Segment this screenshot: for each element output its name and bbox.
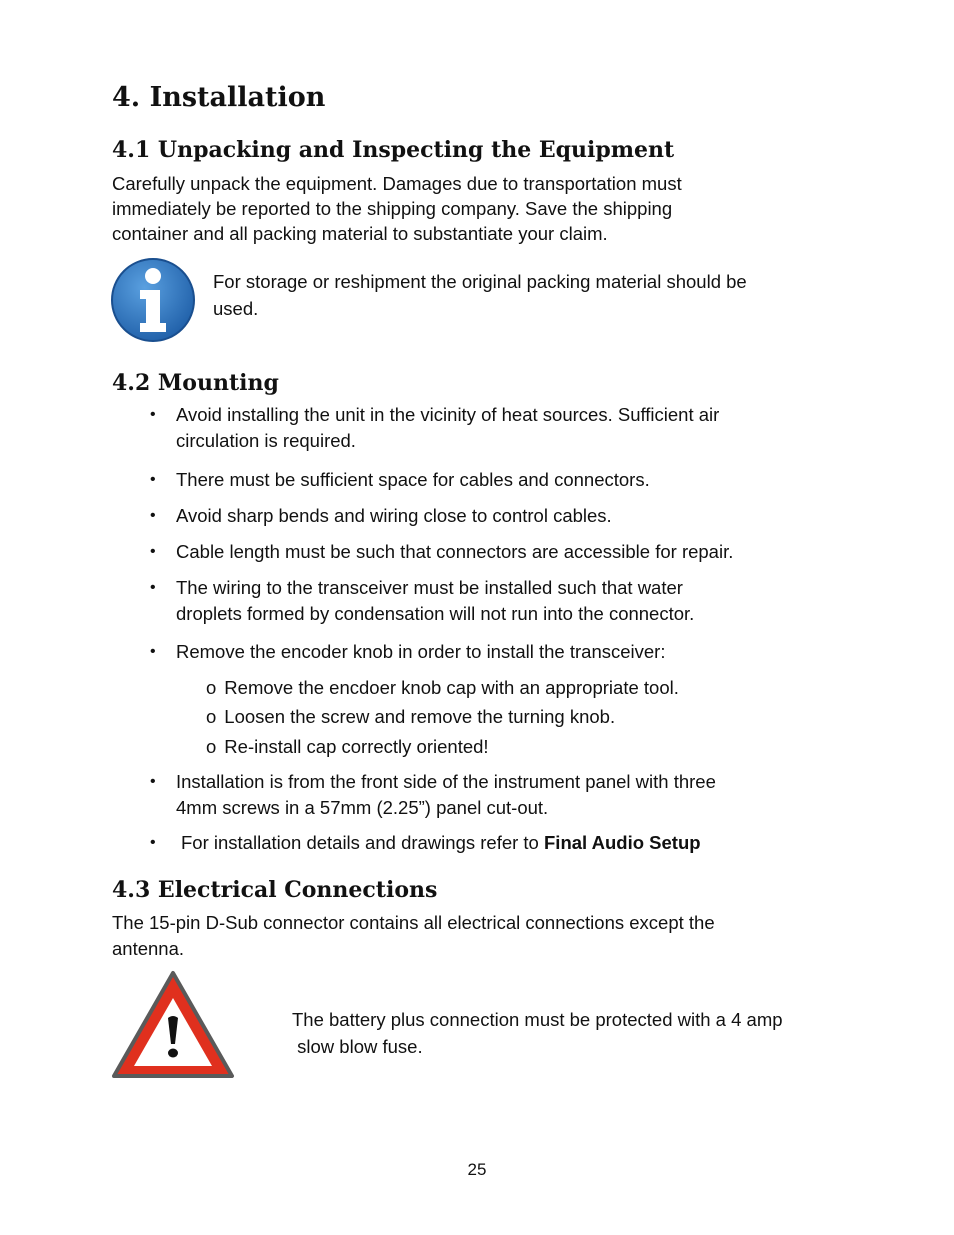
- list-item-text: The wiring to the transceiver must be installed such that water droplets formed by condensation will not run into the connector.: [176, 577, 695, 624]
- bullet-dot: •: [150, 543, 156, 560]
- warning-note-line-1: The battery plus connection must be protected with a 4 amp: [292, 1009, 783, 1030]
- unpacking-line-2: immediately be reported to the shipping company. Save the shipping: [112, 198, 673, 219]
- list-item-text: Remove the encoder knob in order to install the transceiver:: [176, 641, 666, 662]
- list-item-text: [181, 830, 811, 856]
- list-item-text: Avoid installing the unit in the vicinity of heat sources. Sufficient air circulation is required.: [176, 404, 720, 451]
- page-number: 25: [467, 1160, 487, 1179]
- sub-list-item: [206, 675, 679, 701]
- list-item-text: Installation is from the front side of the instrument panel with three 4mm screws in a 57mm (2.25”) panel cut-out.: [176, 771, 716, 818]
- warning-icon: [109, 968, 237, 1082]
- list-item-text: Cable length must be such that connectors are accessible for repair.: [176, 541, 734, 562]
- sub-marker: o: [206, 736, 217, 757]
- bullet-dot: •: [150, 773, 156, 790]
- sub-list-item: [206, 704, 615, 730]
- reference-text: For installation details and drawings refer to: [181, 832, 539, 853]
- list-item-text: There must be sufficient space for cables and connectors.: [176, 469, 650, 490]
- sub-list-item: [206, 734, 489, 760]
- info-note-line-1: For storage or reshipment the original packing material should be: [213, 271, 747, 292]
- page-title: 4. Installation: [112, 82, 326, 113]
- reference-link-final-audio-setup: Final Audio Setup: [544, 832, 701, 853]
- list-item-text: Avoid sharp bends and wiring close to control cables.: [176, 505, 612, 526]
- bullet-dot: •: [150, 643, 156, 660]
- bullet-dot: •: [150, 406, 156, 423]
- sub-marker: o: [206, 677, 217, 698]
- electrical-line-1: The 15-pin D-Sub connector contains all electrical connections except the: [112, 912, 715, 933]
- bullet-dot: •: [150, 471, 156, 488]
- info-icon: [110, 257, 196, 343]
- warning-note-line-2: slow blow fuse.: [292, 1036, 423, 1057]
- sub-item-text: Remove the encdoer knob cap with an appropriate tool.: [224, 677, 679, 698]
- sub-marker: o: [206, 706, 217, 727]
- unpacking-line-3: container and all packing material to substantiate your claim.: [112, 223, 608, 244]
- info-note-line-2: used.: [213, 298, 259, 319]
- unpacking-line-1: Carefully unpack the equipment. Damages due to transportation must: [112, 173, 682, 194]
- electrical-line-2: antenna.: [112, 938, 185, 959]
- bullet-dot: •: [150, 579, 156, 596]
- bullet-dot: •: [150, 507, 156, 524]
- sub-item-text: Loosen the screw and remove the turning knob.: [224, 706, 616, 727]
- section-title-unpacking: 4.1 Unpacking and Inspecting the Equipment: [112, 137, 675, 163]
- section-title-electrical: 4.3 Electrical Connections: [112, 877, 438, 903]
- section-title-mounting: 4.2 Mounting: [112, 370, 279, 396]
- sub-item-text: Re-install cap correctly oriented!: [224, 736, 489, 757]
- bullet-dot: •: [150, 834, 156, 851]
